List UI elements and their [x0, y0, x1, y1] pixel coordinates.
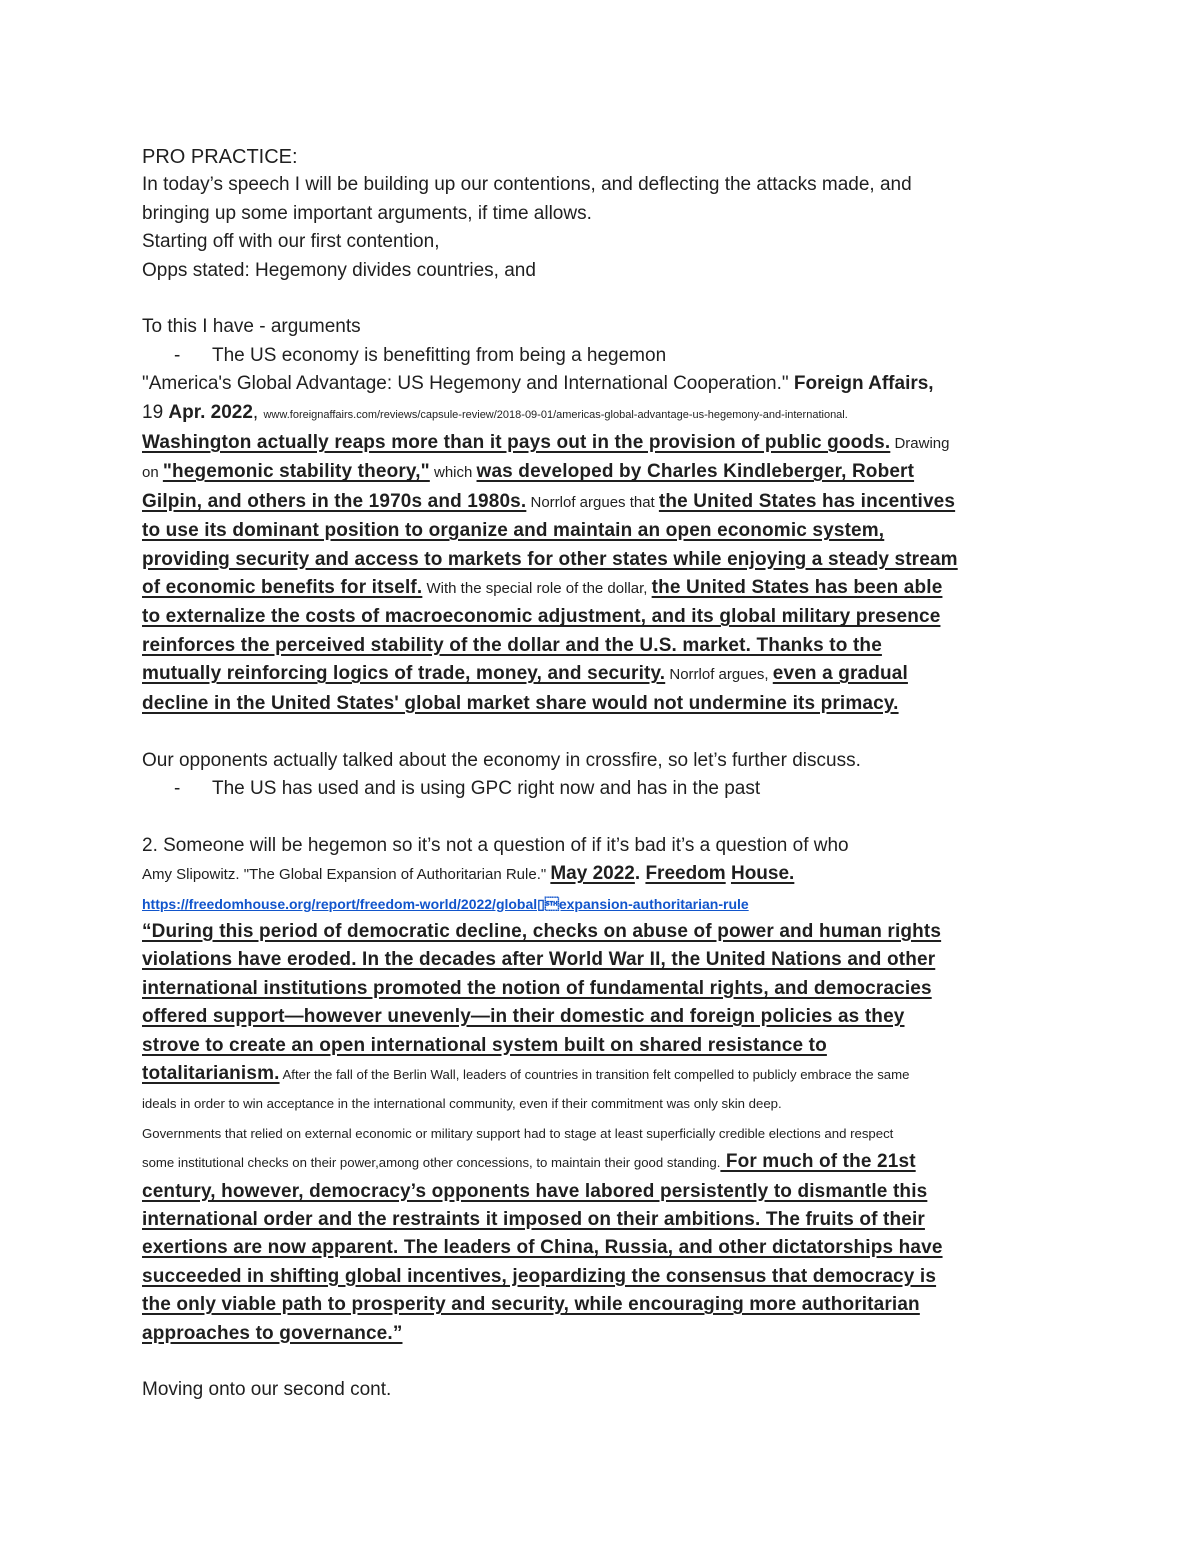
- highlighted-text: providing security and access to markets for other states while enjoying a steady stream: [142, 548, 958, 570]
- card-line: [142, 1089, 1072, 1118]
- highlighted-text: the United States has been able: [651, 577, 943, 599]
- plain-text: After the fall of the Berlin Wall, leaders of countries in transition felt compelled to publicly embrace the same: [279, 1066, 910, 1082]
- highlighted-text: approaches to governance.”: [142, 1322, 403, 1344]
- card-line: [142, 574, 1072, 603]
- highlighted-text: the only viable path to prosperity and security, while encouraging more authoritarian: [142, 1294, 920, 1316]
- citation-comma: ,: [252, 401, 264, 423]
- card-line: [142, 546, 1072, 574]
- card-line: [142, 1234, 1072, 1262]
- card-line: [142, 458, 1072, 487]
- highlighted-text: exertions are now apparent. The leaders of China, Russia, and other dictatorships have: [142, 1237, 943, 1259]
- spacer: [142, 285, 1072, 313]
- plain-text: Norrlof argues,: [665, 666, 773, 684]
- spacer: [142, 803, 1072, 831]
- card-line: [142, 1148, 1072, 1177]
- card-line: [142, 1032, 1072, 1060]
- highlighted-text: reinforces the perceived stability of the dollar and the U.S. market. Thanks to the: [142, 634, 882, 656]
- highlighted-text: For much of the 21st: [720, 1151, 916, 1173]
- highlighted-text: mutually reinforcing logics of trade, money, and security.: [142, 663, 666, 685]
- card-line: [142, 1320, 1072, 1348]
- card-line: [142, 1178, 1072, 1206]
- citation-date: Apr. 2022: [168, 401, 253, 423]
- highlighted-text: totalitarianism.: [142, 1062, 280, 1084]
- highlighted-text: Washington actually reaps more than it pays out in the provision of public goods.: [142, 432, 891, 454]
- intro-line: bringing up some important arguments, if time allows.: [142, 202, 592, 224]
- card-line: [142, 1206, 1072, 1234]
- plain-text: which: [429, 464, 477, 482]
- plain-text: Norrlof argues that: [526, 493, 659, 511]
- intro-line: In today’s speech I will be building up our contentions, and deflecting the attacks made, and: [142, 174, 912, 196]
- bullet-text: The US has used and is using GPC right now and has in the past: [212, 777, 761, 799]
- plain-text: With the special role of the dollar,: [422, 580, 652, 598]
- highlighted-text: international order and the restraints it imposed on their ambitions. The fruits of their: [142, 1208, 925, 1230]
- citation-line: [142, 370, 1072, 398]
- bullet-dash: -: [174, 344, 181, 366]
- highlighted-text: century, however, democracy’s opponents have labored persistently to dismantle this: [142, 1180, 928, 1202]
- contention-heading: 2. Someone will be hegemon so it’s not a question of if it’s bad it’s a question of who: [142, 834, 849, 856]
- highlighted-text: “During this period of democratic decline, checks on abuse of power and human rights: [142, 920, 942, 942]
- highlighted-text: to use its dominant position to organize and maintain an open economic system,: [142, 520, 885, 542]
- highlighted-text: Gilpin, and others in the 1970s and 1980s.: [142, 490, 527, 512]
- document-page: [142, 143, 1072, 1405]
- closing-line: Moving onto our second cont.: [142, 1379, 392, 1401]
- card-line: [142, 517, 1072, 545]
- highlighted-text: international institutions promoted the notion of fundamental rights, and democracies: [142, 977, 932, 999]
- intro-line: Starting off with our first contention,: [142, 231, 440, 253]
- card-line: [142, 1060, 1072, 1089]
- plain-text: on: [142, 464, 163, 482]
- citation-line: [142, 860, 1072, 889]
- card-line: [142, 488, 1072, 517]
- card-line: [142, 946, 1072, 974]
- card-line: [142, 429, 1072, 458]
- card-line: [142, 1291, 1072, 1319]
- evidence-card-2: [142, 918, 1072, 1348]
- plain-text: Drawing: [890, 435, 950, 453]
- evidence-card-1: [142, 429, 1072, 718]
- plain-text: some institutional checks on their power,among other concessions, to maintain their good standing.: [142, 1155, 721, 1171]
- response-line: To this I have - arguments: [142, 316, 361, 338]
- bullet-item: [142, 342, 1072, 370]
- card-line: [142, 975, 1072, 1003]
- highlighted-text: to externalize the costs of macroeconomic adjustment, and its global military presence: [142, 606, 941, 628]
- highlighted-text: strove to create an open international system built on shared resistance to: [142, 1034, 827, 1056]
- highlighted-text: "hegemonic stability theory,": [162, 461, 430, 483]
- citation-day: 19: [142, 401, 169, 423]
- citation-line: [142, 399, 1072, 429]
- card-line: [142, 690, 1072, 718]
- citation-title: "America's Global Advantage: US Hegemony and International Cooperation.": [142, 373, 794, 395]
- page-title: PRO PRACTICE:: [142, 146, 298, 168]
- card-line: [142, 632, 1072, 660]
- card-line: [142, 660, 1072, 689]
- citation-sep: .: [634, 863, 646, 885]
- highlighted-text: was developed by Charles Kindleberger, Robert: [476, 461, 915, 483]
- bullet-text: The US economy is benefitting from being a hegemon: [212, 344, 667, 366]
- citation-link[interactable]: https://freedomhouse.org/report/freedom-world/2022/global▯expansion-authoritarian-rule: [142, 895, 749, 912]
- highlighted-text: offered support—however unevenly—in their domestic and foreign policies as they: [142, 1006, 905, 1028]
- bullet-item: [142, 775, 1072, 803]
- spacer: [142, 718, 1072, 746]
- card-line: [142, 1263, 1072, 1291]
- plain-text: Governments that relied on external economic or military support had to stage at least superficially credible elections and respect: [142, 1125, 894, 1141]
- highlighted-text: succeeded in shifting global incentives, jeopardizing the consensus that democracy is: [142, 1265, 937, 1287]
- citation-url-line: [142, 890, 1072, 918]
- citation-journal: Foreign Affairs,: [793, 373, 934, 395]
- spacer: [142, 1348, 1072, 1376]
- highlighted-text: even a gradual: [772, 663, 908, 685]
- highlighted-text: the United States has incentives: [658, 490, 956, 512]
- card-line: [142, 918, 1072, 946]
- citation-url: www.foreignaffairs.com/reviews/capsule-review/2018-09-01/americas-global-advantage-us-hegemony-and-international.: [263, 408, 848, 421]
- card-line: [142, 1003, 1072, 1031]
- card-line: [142, 1119, 1072, 1148]
- citation-publisher: House.: [730, 863, 795, 885]
- crossfire-line: Our opponents actually talked about the economy in crossfire, so let’s further discuss.: [142, 749, 861, 771]
- plain-text: ideals in order to win acceptance in the international community, even if their commitment was only skin deep.: [142, 1096, 782, 1112]
- citation-publisher: Freedom: [645, 863, 726, 885]
- card-line: [142, 603, 1072, 631]
- highlighted-text: of economic benefits for itself.: [142, 577, 423, 599]
- citation-date: May 2022: [550, 863, 635, 885]
- citation-author-title: Amy Slipowitz. "The Global Expansion of Authoritarian Rule.": [142, 866, 551, 884]
- bullet-dash: -: [174, 777, 181, 799]
- highlighted-text: violations have eroded. In the decades after World War II, the United Nations and other: [142, 949, 936, 971]
- intro-line: Opps stated: Hegemony divides countries, and: [142, 259, 536, 281]
- highlighted-text: decline in the United States' global market share would not undermine its primacy.: [142, 692, 899, 714]
